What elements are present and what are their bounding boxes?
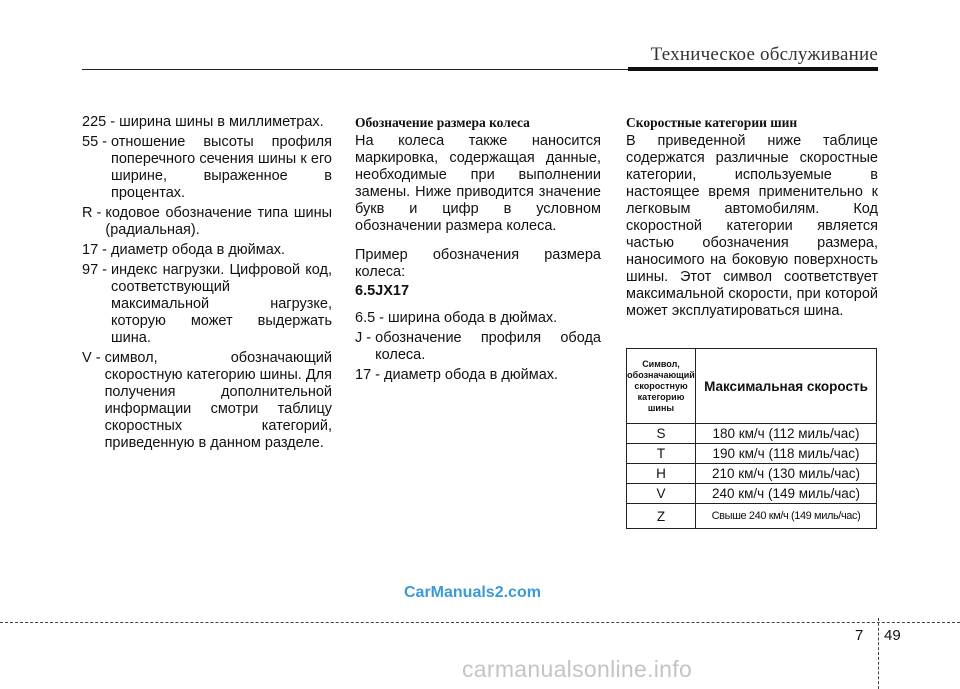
table-row <box>627 444 877 464</box>
max-speed: 240 км/ч (149 миль/час) <box>696 484 877 504</box>
paragraph: Пример обозначения размера колеса: <box>355 247 601 280</box>
watermark-link[interactable]: CarManuals2.com <box>404 584 541 601</box>
page-header-title: Техническое обслуживание <box>650 44 878 65</box>
definition-item: V - символ, обозначающий скоростную категорию шины. Для получения дополнительной информации смотри таблицу скоростных категорий, приведенную в данном разделе. <box>82 350 332 451</box>
table-row <box>627 484 877 504</box>
footer-divider <box>878 618 879 689</box>
page-number: 49 <box>884 627 901 644</box>
max-speed: 190 км/ч (118 миль/час) <box>696 444 877 464</box>
speed-symbol: V <box>627 484 696 504</box>
table-row <box>627 424 877 444</box>
footer-rule <box>0 622 960 623</box>
speed-category-section <box>626 114 878 332</box>
speed-symbol: T <box>627 444 696 464</box>
wheel-size-section <box>355 114 601 387</box>
speed-symbol: S <box>627 424 696 444</box>
speed-symbol: Z <box>627 504 696 529</box>
header-max-speed: Максимальная скорость <box>696 349 877 424</box>
definition-item: R - кодовое обозначение типа шины (радиальная). <box>82 205 332 238</box>
chapter-number: 7 <box>855 627 864 644</box>
table-header-row <box>627 349 877 424</box>
section-title: Скоростные категории шин <box>626 115 798 130</box>
definition-item: 55 - отношение высоты профиля поперечного сечения шины к его ширине, выраженное в процентах. <box>82 134 332 201</box>
max-speed: 180 км/ч (112 миль/час) <box>696 424 877 444</box>
definition-item: 17 - диаметр обода в дюймах. <box>355 367 559 383</box>
definition-item: J - обозначение профиля обода колеса. <box>355 330 601 363</box>
tire-size-definitions <box>82 114 332 455</box>
paragraph: В приведенной ниже таблице содержатся различные скоростные категории, используемые в настоящее время применительно к легковым автомобилям. Код скоростной категории является частью обозначения размера, наносимого на боковую поверхность шины. Этот символ соответствует максимальной скорости, при которой может эксплуатироваться шина. <box>626 133 878 319</box>
header-rule-accent <box>628 67 878 71</box>
speed-symbol: H <box>627 464 696 484</box>
table-row <box>627 464 877 484</box>
header-symbol: Символ, обозначающий скоростную категорию шины <box>627 349 696 424</box>
table-row <box>627 504 877 529</box>
max-speed: Свыше 240 км/ч (149 миль/час) <box>696 504 877 529</box>
definition-item: 97 - индекс нагрузки. Цифровой код, соответствующий максимальной нагрузке, которую может выдержать шина. <box>82 262 332 346</box>
paragraph: На колеса также наносится маркировка, содержащая данные, необходимые при выполнении замены. Ниже приводится значение букв и цифр в условном обозначении размера колеса. <box>355 133 601 234</box>
max-speed: 210 км/ч (130 миль/час) <box>696 464 877 484</box>
wheel-size-code: 6.5JX17 <box>355 283 410 299</box>
site-watermark: carmanualsonline.info <box>462 656 693 682</box>
definition-item: 17 - диаметр обода в дюймах. <box>82 242 286 258</box>
speed-category-table <box>626 348 877 529</box>
section-title: Обозначение размера колеса <box>355 115 530 130</box>
definition-item: 6.5 - ширина обода в дюймах. <box>355 310 558 326</box>
definition-item: 225 - ширина шины в миллиметрах. <box>82 114 324 130</box>
